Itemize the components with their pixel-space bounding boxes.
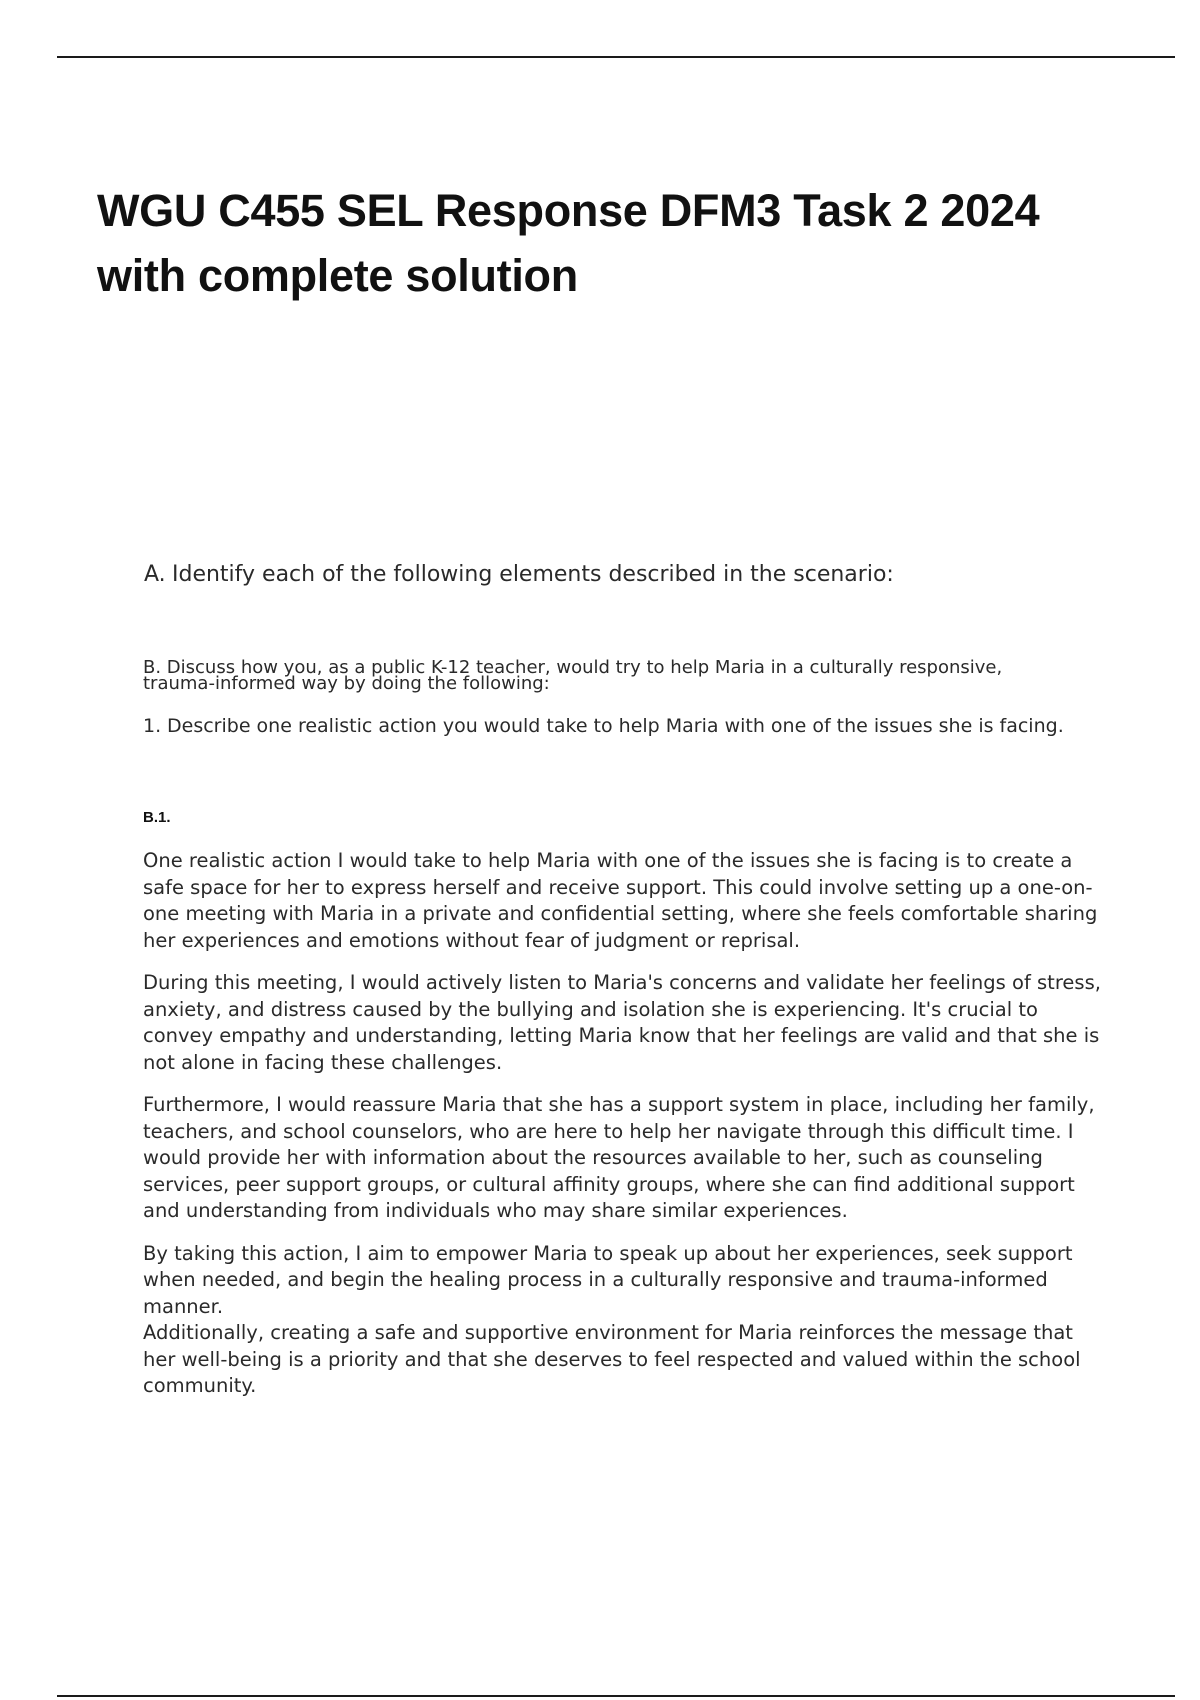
answer-paragraph: Additionally, creating a safe and supportive environment for Maria reinforces the message that her well-being is a priority and that she deserves to feel respected and valued within the school community. xyxy=(143,1321,1081,1397)
list-item xyxy=(143,713,1073,739)
top-rule xyxy=(57,56,1175,58)
question-a-number: A. xyxy=(144,562,166,587)
question-a-text: Identify each of the following elements described in the scenario: xyxy=(172,562,894,587)
list-item-text: Describe one realistic action you would take to help Maria with one of the issues she is facing. xyxy=(167,715,1064,737)
answer-paragraph: During this meeting, I would actively listen to Maria's concerns and validate her feelings of stress, anxiety, and distress caused by the bullying and isolation she is experiencing. It's crucial to convey empathy and understanding, letting Maria know that her feelings are valid and that she is not alone in facing these challenges. xyxy=(143,971,1101,1074)
question-a xyxy=(144,560,1044,590)
answer-body xyxy=(143,848,1103,1416)
list-item-number: 1. xyxy=(143,715,162,737)
document-title: WGU C455 SEL Response DFM3 Task 2 2024 with complete solution xyxy=(97,185,1040,301)
answer-paragraph: By taking this action, I aim to empower Maria to speak up about her experiences, seek support when needed, and begin the healing process in a culturally responsive and trauma-informed manner. xyxy=(143,1241,1073,1318)
section-label: B.1. xyxy=(143,809,171,826)
answer-paragraph: Furthermore, I would reassure Maria that she has a support system in place, including her family, teachers, and school counselors, who are here to help her navigate through this difficult time. I would provide her with information about the resources available to her, such as counseling services, peer support groups, or cultural affinity groups, where she can find additional support and understanding from individuals who may share similar experiences. xyxy=(143,1093,1095,1222)
bottom-rule xyxy=(57,1695,1175,1697)
answer-paragraph: One realistic action I would take to help Maria with one of the issues she is facing is to create a safe space for her to express herself and receive support. This could involve setting up a one-on-one meeting with Maria in a private and confidential setting, where she feels comfortable sharing her experiences and emotions without fear of judgment or reprisal. xyxy=(143,849,1098,952)
question-b: B. Discuss how you, as a public K-12 teacher, would try to help Maria in a culturally responsive, trauma-informed way by doing the following: xyxy=(143,657,1003,694)
